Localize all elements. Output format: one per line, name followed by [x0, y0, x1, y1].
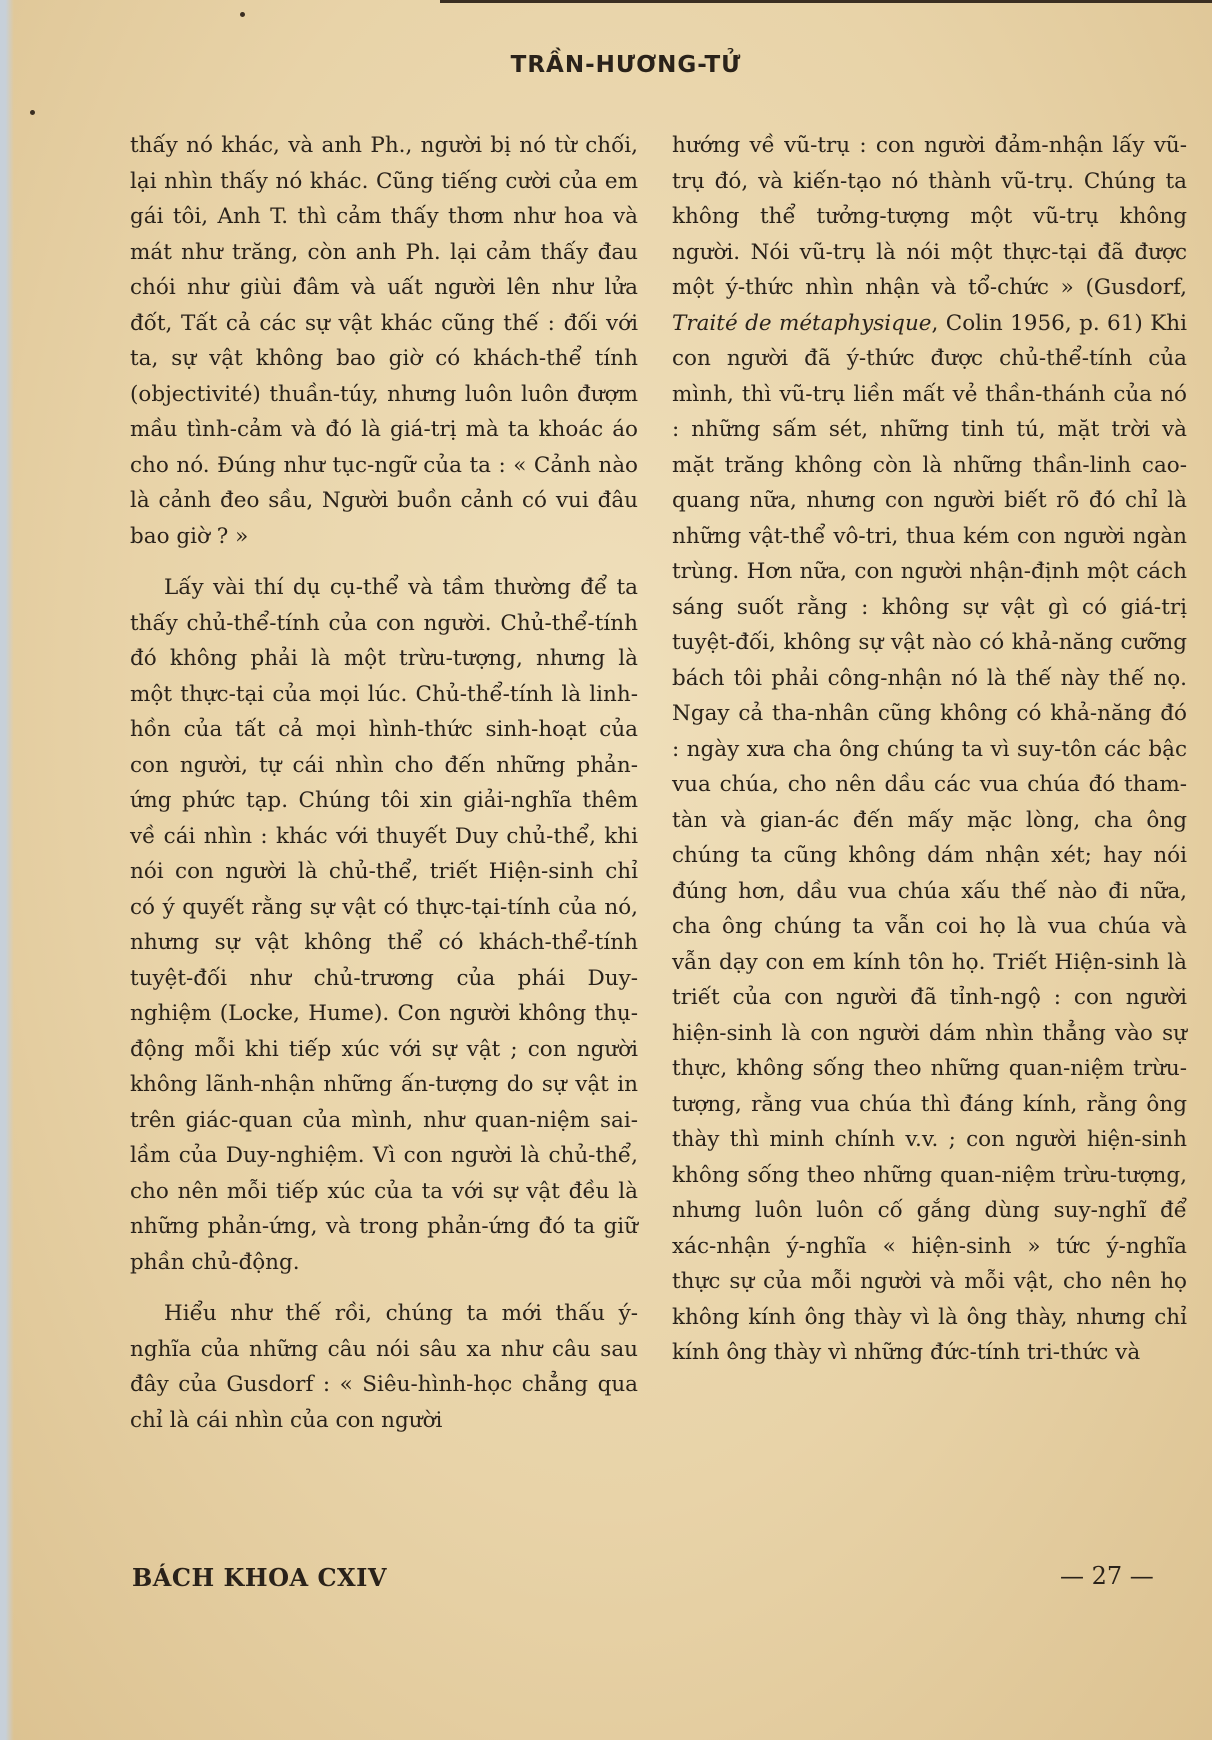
page-number: — 27 — [1060, 1562, 1154, 1590]
paragraph: Hiểu như thế rồi, chúng ta mới thấu ý-nghĩa của những câu nói sâu xa như câu sau đây của Gusdorf : « Siêu-hình-học chẳng qua chỉ là cái nhìn của con người [130, 1301, 638, 1433]
book-title: Traité de métaphysique [672, 310, 932, 336]
paragraph: Lấy vài thí dụ cụ-thể và tầm thường để ta thấy chủ-thể-tính của con người. Chủ-thể-tính đó không phải là một trừu-tượng, nhưng là một thực-tại của mọi lúc. Chủ-thể-tính là linh-hồn của tất cả mọi hình-thức sinh-hoạt của con người, tự cái nhìn cho đến những phản-ứng phức tạp. Chúng tôi xin giải-nghĩa thêm về cái nhìn : khác với thuyết Duy chủ-thể, khi nói con người là chủ-thể, triết Hiện-sinh chỉ có ý quyết rằng sự vật có thực-tại-tính của nó, nhưng sự vật không thể có khách-thể-tính tuyệt-đối như chủ-trương của phái Duy-nghiệm (Locke, Hume). Con người không thụ-động mỗi khi tiếp xúc với sự vật ; con người không lãnh-nhận những ấn-tượng do sự vật in trên giác-quan của mình, như quan-niệm sai-lầm của Duy-nghiệm. Vì con người là chủ-thể, cho nên mỗi tiếp xúc của ta với sự vật đều là những phản-ứng, và trong phản-ứng đó ta giữ phần chủ-động. [130, 575, 638, 1275]
paragraph [672, 128, 1187, 1371]
ink-speck [240, 12, 245, 17]
running-head: TRẦN-HƯƠNG-TỬ [510, 52, 742, 78]
text-run: hướng về vũ-trụ : con người đảm-nhận lấy vũ-trụ đó, và kiến-tạo nó thành vũ-trụ. Chúng ta không thể tưởng-tượng một vũ-trụ không người. Nói vũ-trụ là nói một thực-tại đã được một ý-thức nhìn nhận và tổ-chức » (Gusdorf, [672, 133, 1187, 300]
left-column [130, 128, 638, 1528]
ink-speck [30, 110, 35, 115]
top-rule [440, 0, 1212, 3]
page-left-edge [0, 0, 14, 1740]
right-column [672, 128, 1187, 1528]
paragraph: thấy nó khác, và anh Ph., người bị nó từ chối, lại nhìn thấy nó khác. Cũng tiếng cười của em gái tôi, Anh T. thì cảm thấy thơm như hoa và mát như trăng, còn anh Ph. lại cảm thấy đau chói như giùi đâm và uất người lên như lửa đốt, Tất cả các sự vật khác cũng thế : đối với ta, sự vật không bao giờ có khách-thể tính (objectivité) thuần-túy, nhưng luôn luôn đượm mầu tình-cảm và đó là giá-trị mà ta khoác áo cho nó. Đúng như tục-ngữ của ta : « Cảnh nào là cảnh đeo sầu, Người buồn cảnh có vui đâu bao giờ ? » [130, 133, 638, 549]
journal-footer: BÁCH KHOA CXIV [132, 1563, 388, 1592]
text-run: , Colin 1956, p. 61) Khi con người đã ý-thức được chủ-thể-tính của mình, thì vũ-trụ liền mất vẻ thần-thánh của nó : những sấm sét, những tinh tú, mặt trời và mặt trăng không còn là những thần-linh cao-quang nữa, nhưng con người biết rõ đó chỉ là những vật-thể vô-tri, thua kém con người ngàn trùng. Hơn nữa, con người nhận-định một cách sáng suốt rằng : không sự vật gì có giá-trị tuyệt-đối, không sự vật nào có khả-năng cưỡng bách tôi phải công-nhận nó là thế này thế nọ. Ngay cả tha-nhân cũng không có khả-năng đó : ngày xưa cha ông chúng ta vì suy-tôn các bậc vua chúa, cho nên dầu các vua chúa đó tham-tàn và gian-ác đến mấy mặc lòng, cha ông chúng ta cũng không dám nhận xét; hay nói đúng hơn, dầu vua chúa xấu thế nào đi nữa, cha ông chúng ta vẫn coi họ là vua chúa và vẫn dạy con em kính tôn họ. Triết Hiện-sinh là triết của con người đã tỉnh-ngộ : con người hiện-sinh là con người dám nhìn thẳng vào sự thực, không sống theo những quan-niệm trừu-tượng, rằng vua chúa thì đáng kính, rằng ông thày thì minh chính v.v. ; con người hiện-sinh không sống theo những quan-niệm trừu-tượng, nhưng luôn luôn cố gắng dùng suy-nghĩ để xác-nhận ý-nghĩa « hiện-sinh » tức ý-nghĩa thực sự của mỗi người và mỗi vật, cho nên họ không kính ông thày vì là ông thày, nhưng chỉ kính ông thày vì những đức-tính tri-thức và [672, 310, 1187, 1365]
